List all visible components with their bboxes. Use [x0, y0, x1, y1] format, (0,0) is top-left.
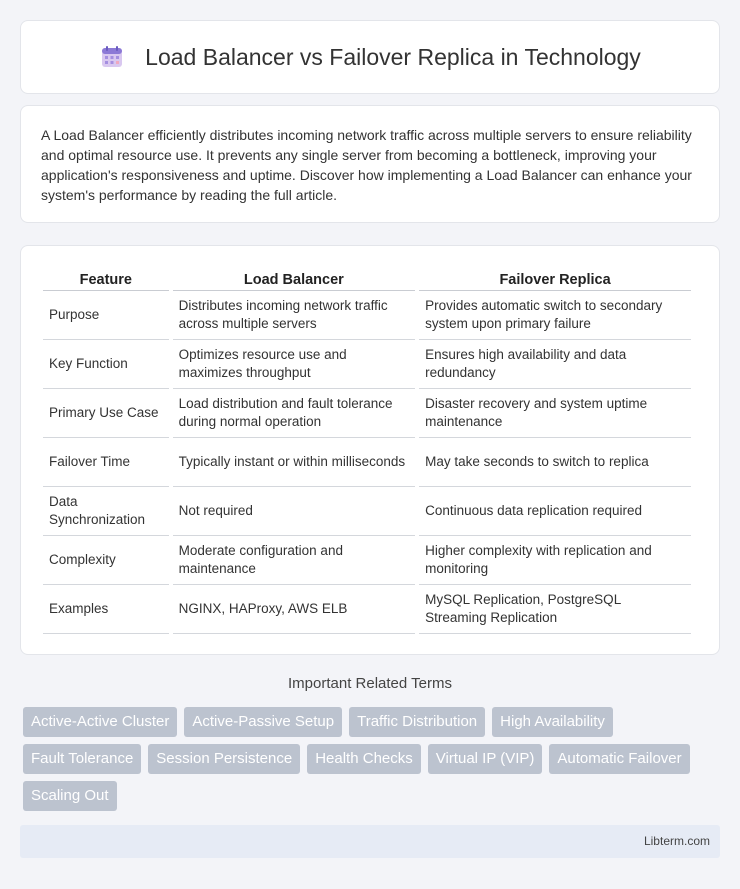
row-load-balancer: Optimizes resource use and maximizes throughput	[173, 340, 416, 389]
row-failover-replica: Ensures high availability and data redundancy	[419, 340, 691, 389]
row-failover-replica: Disaster recovery and system uptime maintenance	[419, 389, 691, 438]
tag-session-persistence[interactable]: Session Persistence	[148, 744, 300, 774]
row-failover-replica: May take seconds to switch to replica	[419, 438, 691, 487]
table-row	[43, 438, 691, 487]
table-row	[43, 487, 691, 536]
row-feature: Complexity	[43, 536, 169, 585]
row-feature: Key Function	[43, 340, 169, 389]
related-terms-title: Important Related Terms	[288, 675, 452, 692]
header-failover-replica: Failover Replica	[419, 266, 691, 291]
tag-active-passive-setup[interactable]: Active-Passive Setup	[184, 707, 342, 737]
tag-health-checks[interactable]: Health Checks	[307, 744, 421, 774]
row-feature: Examples	[43, 585, 169, 634]
row-load-balancer: Load distribution and fault tolerance during normal operation	[173, 389, 416, 438]
table-row	[43, 291, 691, 340]
tag-automatic-failover[interactable]: Automatic Failover	[549, 744, 689, 774]
comparison-table	[39, 266, 695, 634]
tag-virtual-ip[interactable]: Virtual IP (VIP)	[428, 744, 543, 774]
tag-high-availability[interactable]: High Availability	[492, 707, 613, 737]
table-row	[43, 389, 691, 438]
row-failover-replica: MySQL Replication, PostgreSQL Streaming Replication	[419, 585, 691, 634]
header-feature: Feature	[43, 266, 169, 291]
title-card	[20, 20, 720, 94]
calendar-icon	[99, 44, 125, 70]
table-row	[43, 536, 691, 585]
row-feature: Primary Use Case	[43, 389, 169, 438]
page-title: Load Balancer vs Failover Replica in Technology	[145, 43, 641, 70]
intro-text: A Load Balancer efficiently distributes incoming network traffic across multiple servers to ensure reliability and optimal resource use. It prevents any single server from becoming a bottleneck, improving your application's responsiveness and uptime. Discover how implementing a Load Balancer can enhance your system's performance by reading the full article.	[41, 127, 692, 203]
tag-traffic-distribution[interactable]: Traffic Distribution	[349, 707, 485, 737]
comparison-card	[20, 245, 720, 655]
table-header-row	[43, 266, 691, 291]
table-row	[43, 585, 691, 634]
tag-scaling-out[interactable]: Scaling Out	[23, 781, 117, 811]
header-load-balancer: Load Balancer	[173, 266, 416, 291]
row-load-balancer: Moderate configuration and maintenance	[173, 536, 416, 585]
row-load-balancer: NGINX, HAProxy, AWS ELB	[173, 585, 416, 634]
tag-active-active-cluster[interactable]: Active-Active Cluster	[23, 707, 177, 737]
row-load-balancer: Not required	[173, 487, 416, 536]
related-terms-list	[23, 707, 723, 811]
row-feature: Purpose	[43, 291, 169, 340]
table-row	[43, 340, 691, 389]
row-feature: Failover Time	[43, 438, 169, 487]
row-failover-replica: Higher complexity with replication and monitoring	[419, 536, 691, 585]
row-failover-replica: Provides automatic switch to secondary system upon primary failure	[419, 291, 691, 340]
footer	[20, 825, 720, 858]
row-load-balancer: Typically instant or within milliseconds	[173, 438, 416, 487]
intro-card	[20, 105, 720, 223]
row-feature: Data Synchronization	[43, 487, 169, 536]
footer-site-link[interactable]: Libterm.com	[643, 834, 710, 848]
row-load-balancer: Distributes incoming network traffic across multiple servers	[173, 291, 416, 340]
tag-fault-tolerance[interactable]: Fault Tolerance	[23, 744, 141, 774]
row-failover-replica: Continuous data replication required	[419, 487, 691, 536]
